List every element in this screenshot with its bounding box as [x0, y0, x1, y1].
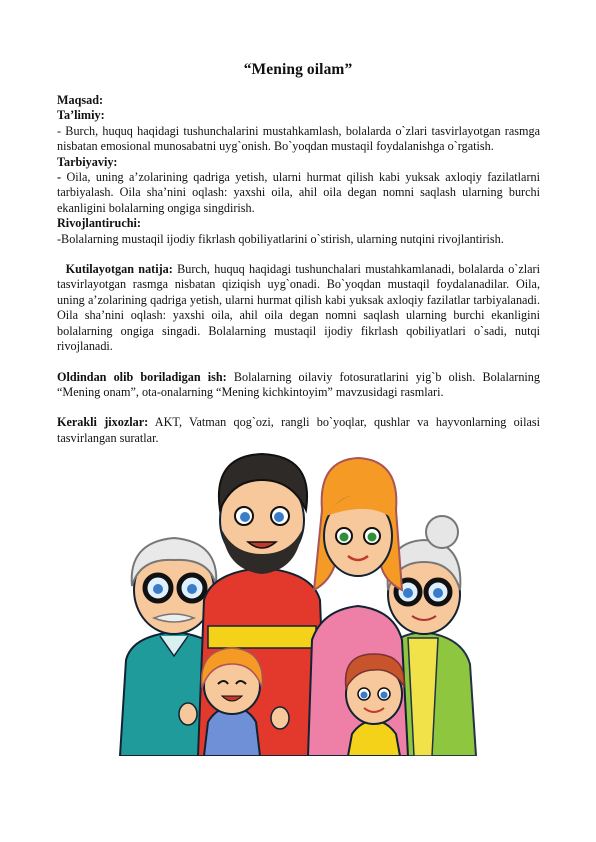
tarbiyaviy-dash: - — [57, 170, 62, 185]
boy-figure — [346, 654, 405, 756]
rivoj-paragraph: -Bolalarning mustaqil ijodiy fikrlash qobiliyatlarini o`stirish, ularning nutqini rivojlantirish. — [57, 231, 504, 246]
natija-label: Kutilayotgan natija: — [57, 262, 173, 277]
kerakli-paragraph — [57, 415, 540, 446]
kerakli-label: Kerakli jixozlar: — [57, 415, 149, 430]
oldindan-label: Oldindan olib boriladigan ish: — [57, 369, 227, 384]
maqsad-heading: Maqsad: — [57, 93, 104, 107]
natija-paragraph — [57, 262, 540, 354]
kerakli-text: AKT, Vatman qog`ozi, rangli bo`yoqlar, qushlar va hayvonlarning oilasi tasvirlangan suratlar. — [57, 415, 540, 445]
natija-text: Burch, huquq haqidagi tushunchalari mustahkamlanadi, bolalarda o`zlari tasvirlayotgan rasmga nisbatan qiziqish uyg`onadi. Bo`yoqdan mustaqil foydalanadilar. Oila, uning a’zolarining qadriga yetish, ularni hurmat qilish kabi yuksak axloqiy fazilatlar tarbiyalanadi. Oila sha’nini oqlash: yaxshi oila, ahil oila degan nomni saqlash ularning burchi ekanligini bolalarning ongiga singadi. Bolalarning mustaqil ijodiy fikrlash qobiliyatlari o`sadi, nutqi rivojlanadi. — [57, 262, 540, 354]
lesson-body — [57, 93, 540, 446]
oldindan-text: Bolalarning oilaviy fotosuratlarini yig`b olish. Bolalarning “Mening onam”, ota-onalarning “Mening kichkintoyim” mavzusidagi rasmlari. — [57, 369, 540, 399]
oldindan-paragraph — [57, 370, 540, 401]
talimiy-heading: Ta’limiy: — [57, 108, 105, 123]
family-illustration — [112, 450, 484, 756]
tarbiyaviy-paragraph — [57, 170, 540, 216]
tarbiyaviy-heading: Tarbiyaviy: — [57, 154, 118, 169]
page-title: “Mening oilam” — [243, 61, 353, 78]
rivoj-heading: Rivojlantiruchi: — [57, 216, 141, 231]
talimiy-paragraph: - Burch, huquq haqidagi tushunchalarini mustahkamlash, bolalarda o`zlari tasvirlayotgan rasmga nisbatan emosional munosabatni uyg`onish. Bo`yoqdan mustaqil foydalanishga o`rgatish. — [57, 123, 540, 154]
tarbiyaviy-text: Oila, uning a’zolarining qadriga yetish, ularni hurmat qilish kabi yuksak axloqiy fazilatlarni tarbiyalash. Oila sha’nini oqlash: yaxshi oila, ahil oila degan nomni saqlash ularning burchi ekanligini bolalarning ongiga singdirish. — [57, 170, 540, 215]
